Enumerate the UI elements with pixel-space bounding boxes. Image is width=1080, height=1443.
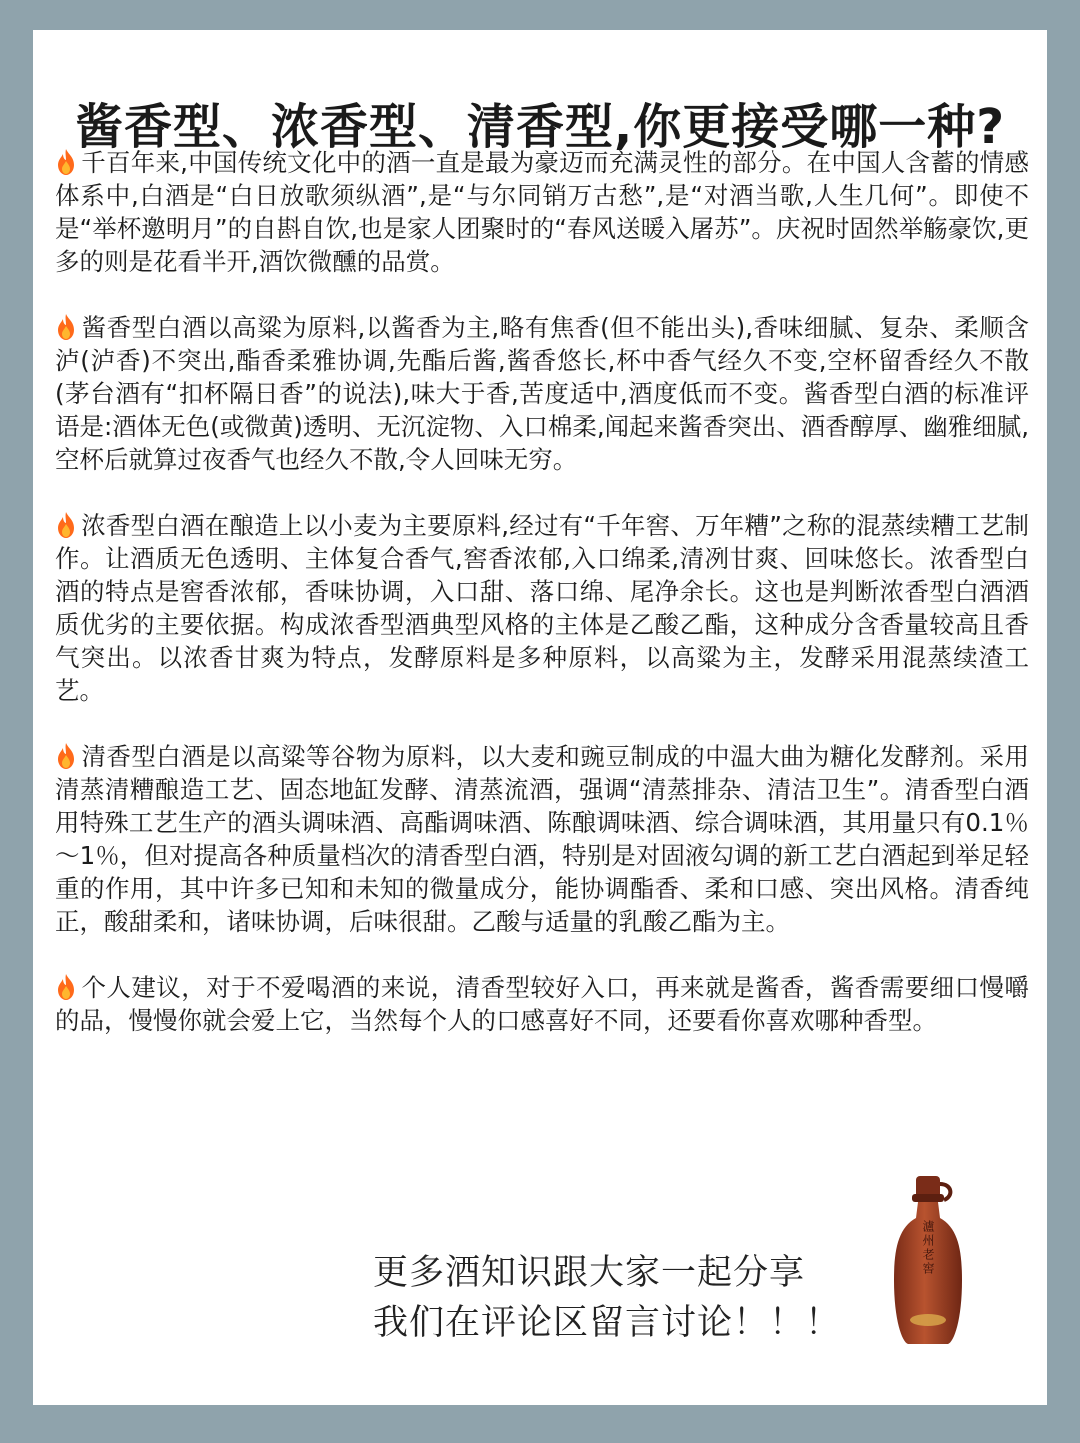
paragraph-text: 千百年来,中国传统文化中的酒一直是最为豪迈而充满灵性的部分。在中国人含蓄的情感体系中,白酒是“白日放歌须纵酒”,是“与尔同销万古愁”,是“对酒当歌,人生几何”。即使不是“举杯邀明月”的自斟自饮,也是家人团聚时的“春风送暖入屠苏”。庆祝时固然举觞豪饮,更多的则是花看半开,酒饮微醺的品赏。 <box>55 148 1029 276</box>
footer-line-1: 更多酒知识跟大家一起分享 <box>373 1253 806 1293</box>
paragraph-advice <box>55 971 1029 1037</box>
article-body <box>55 146 1029 1070</box>
page-title: 酱香型、浓香型、清香型,你更接受哪一种? <box>74 99 1006 155</box>
fire-icon <box>55 313 77 341</box>
bottle-label-text: 瀘州老窖 <box>921 1220 935 1276</box>
paragraph-nongxiang <box>55 509 1029 707</box>
fire-icon <box>55 511 77 539</box>
footer-caption <box>373 1248 841 1348</box>
liquor-bottle-image <box>888 1170 968 1350</box>
paragraph-qingxiang <box>55 740 1029 938</box>
paragraph-text: 个人建议，对于不爱喝酒的来说，清香型较好入口，再来就是酱香，酱香需要细口慢嚼的品，慢慢你就会爱上它，当然每个人的口感喜好不同，还要看你喜欢哪种香型。 <box>55 973 1029 1035</box>
fire-icon <box>55 973 77 1001</box>
content-card <box>33 30 1047 1405</box>
paragraph-text: 浓香型白酒在酿造上以小麦为主要原料,经过有“千年窖、万年糟”之称的混蒸续糟工艺制作。让酒质无色透明、主体复合香气,窖香浓郁,入口绵柔,清冽甘爽、回味悠长。浓香型白酒的特点是窖香浓郁，香味协调，入口甜、落口绵、尾净余长。这也是判断浓香型白酒酒质优劣的主要依据。构成浓香型酒典型风格的主体是乙酸乙酯，这种成分含香量较高且香气突出。以浓香甘爽为特点，发酵原料是多种原料，以高粱为主，发酵采用混蒸续渣工艺。 <box>55 511 1029 705</box>
paragraph-text: 清香型白酒是以高粱等谷物为原料，以大麦和豌豆制成的中温大曲为糖化发酵剂。采用清蒸清糟酿造工艺、固态地缸发酵、清蒸流酒，强调“清蒸排杂、清洁卫生”。清香型白酒用特殊工艺生产的酒头调味酒、高酯调味酒、陈酿调味酒、综合调味酒，其用量只有0.1％～1％，但对提高各种质量档次的清香型白酒，特别是对固液勾调的新工艺白酒起到举足轻重的作用，其中许多已知和未知的微量成分，能协调酯香、柔和口感、突出风格。清香纯正，酸甜柔和，诸味协调，后味很甜。乙酸与适量的乳酸乙酯为主。 <box>55 742 1029 936</box>
paragraph-intro <box>55 146 1029 278</box>
footer-line-2: 我们在评论区留言讨论！！！ <box>373 1303 842 1343</box>
fire-icon <box>55 742 77 770</box>
fire-icon <box>55 148 77 176</box>
paragraph-text: 酱香型白酒以高粱为原料,以酱香为主,略有焦香(但不能出头),香味细腻、复杂、柔顺含泸(泸香)不突出,酯香柔雅协调,先酯后酱,酱香悠长,杯中香气经久不变,空杯留香经久不散(茅台酒有“扣杯隔日香”的说法),味大于香,苦度适中,酒度低而不变。酱香型白酒的标准评语是:酒体无色(或微黄)透明、无沉淀物、入口棉柔,闻起来酱香突出、酒香醇厚、幽雅细腻,空杯后就算过夜香气也经久不散,令人回味无穷。 <box>55 313 1029 474</box>
paragraph-jiangxiang <box>55 311 1029 476</box>
